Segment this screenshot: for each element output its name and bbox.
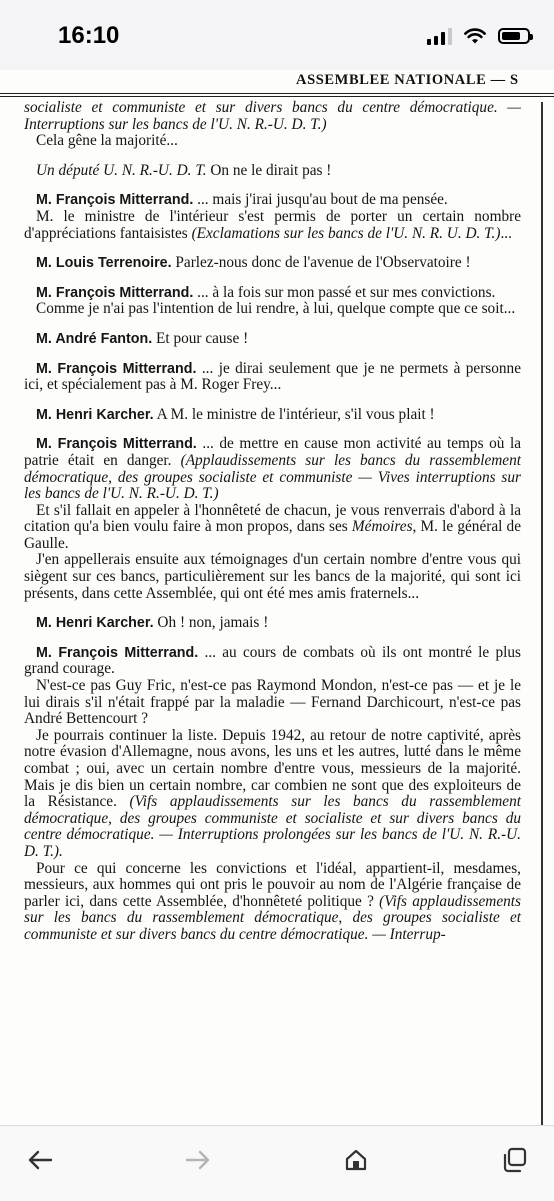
debate-paragraph <box>24 285 521 302</box>
speech-text: Oh ! non, jamais ! <box>153 614 269 632</box>
column-rule <box>541 102 543 1125</box>
italic-note: Mémoires <box>351 518 413 536</box>
battery-level <box>502 32 520 40</box>
speech-text: ... à la fois sur mon passé et sur mes convictions. <box>193 283 496 301</box>
back-arrow-icon <box>27 1149 53 1171</box>
debate-paragraph <box>24 615 521 632</box>
home-button[interactable] <box>336 1140 376 1180</box>
speaker-name: M. François Mitterrand. <box>36 284 194 301</box>
debate-paragraph <box>24 133 521 150</box>
running-head: ASSEMBLEE NATIONALE — S <box>296 72 519 88</box>
forward-button[interactable] <box>178 1140 218 1180</box>
speech-text: Je pourrais continuer la liste. Depuis 1942, au retour de notre captivité, après notre évasion d'Allemagne, nous avons, les uns et les autres, lutté dans le même combat ; oui, avec un certain nombre d'entre vous, messieurs de la majorité. Mais je dis bien un certain nombre, car combien ne sont que des exploiteurs de la Résistance. <box>24 726 521 811</box>
speaker-name: M. François Mitterrand. <box>36 192 194 209</box>
speaker-name: M. Henri Karcher. <box>36 615 154 632</box>
debate-paragraph <box>24 678 521 728</box>
italic-note: (Vifs applaudissements sur les bancs du rassemblement démocratique, des groupes socialiste et communiste et sur divers bancs du centre démocratique. — Interrup- <box>24 892 521 943</box>
debate-paragraph <box>24 407 521 424</box>
debate-paragraph <box>24 361 521 394</box>
italic-note: socialiste et communiste et sur divers bancs du centre démocratique. — Interruptions sur les bancs de l'U. N. R.-U. D. T.) <box>24 99 521 133</box>
debate-paragraph <box>24 728 521 861</box>
debate-paragraph <box>24 552 521 602</box>
battery-icon <box>498 28 530 44</box>
debate-text-column <box>24 100 521 944</box>
wifi-icon <box>464 28 486 45</box>
italic-note: (Exclamations sur les bancs de l'U. N. R. U. D. T.) <box>191 224 501 242</box>
speech-text: ... mais j'irai jusqu'au bout de ma pensée. <box>193 191 448 209</box>
back-button[interactable] <box>20 1140 60 1180</box>
speech-text: A M. le ministre de l'intérieur, s'il vous plait ! <box>153 405 435 423</box>
speech-text: Comme je n'ai pas l'intention de lui rendre, à lui, quelque compte que ce soit... <box>36 300 516 318</box>
speech-text: On ne le dirait pas ! <box>206 161 332 179</box>
speaker-name: M. François Mitterrand. <box>36 644 199 661</box>
italic-note: Un député U. N. R.-U. D. T. <box>36 161 207 179</box>
status-bar <box>0 0 554 70</box>
debate-paragraph <box>24 209 521 242</box>
speech-text: ... au cours de combats où ils ont montré le plus grand courage. <box>24 643 521 678</box>
speech-text: Pour ce qui concerne les convictions et l'idéal, appartient-il, mesdames, messieurs, aux hommes qui ont pris le pouvoir au nom de l'Algérie française de parler ici, dans cette Assemblée, d'honnêteté politique ? <box>24 859 521 910</box>
debate-paragraph <box>24 645 521 678</box>
status-icons <box>427 27 530 45</box>
header-rule <box>0 93 554 94</box>
speaker-name: M. André Fanton. <box>36 330 153 347</box>
speech-text: M. le ministre de l'intérieur s'est permis de porter un certain nombre d'appréciations fantaisistes <box>24 207 521 242</box>
debate-paragraph <box>24 100 521 133</box>
status-time: 16:10 <box>58 22 120 49</box>
speaker-name: M. Louis Terrenoire. <box>36 255 172 272</box>
debate-paragraph <box>24 503 521 553</box>
speech-text: , M. le général de Gaulle. <box>24 518 521 552</box>
italic-note: (Vifs applaudissements sur les bancs du rassemblement démocratique, des groupes communiste et socialiste et sur divers bancs du centre démocratique. — Interruptions prolongées sur les bancs de l'U. N. R.-U. D. T.). <box>24 793 521 860</box>
italic-note: (Applaudissements sur les bancs du rassemblement démocratique, des groupes socialiste et communiste — Vives interruptions sur les bancs de l'U. N. R.-U. D. T.) <box>24 451 521 503</box>
debate-paragraph <box>24 301 521 318</box>
debate-paragraph <box>24 861 521 944</box>
debate-paragraph <box>24 331 521 348</box>
speech-text: N'est-ce pas Guy Fric, n'est-ce pas Raymond Mondon, n'est-ce pas — et je le lui dirais s'il n'était frappé par la maladie — Fernand Darchicourt, n'est-ce pas André Bettencourt ? <box>24 677 521 728</box>
debate-paragraph <box>24 255 521 272</box>
forward-arrow-icon <box>185 1149 211 1171</box>
cellular-signal-icon <box>427 27 452 45</box>
debate-paragraph <box>24 192 521 209</box>
document-page[interactable] <box>0 70 554 1125</box>
speaker-name: M. François Mitterrand. <box>36 436 197 453</box>
home-icon <box>344 1148 368 1172</box>
speech-text: ... <box>500 224 512 242</box>
speech-text: J'en appellerais ensuite aux témoignages d'un certain nombre d'entre vous qui siègent sur ces bancs, particulièrement sur les bancs de la majorité, qui sont ici présents, dans cette Assemblée, qui ont été mes amis fraternels... <box>24 551 521 602</box>
speech-text: Cela gêne la majorité... <box>36 132 178 150</box>
browser-toolbar <box>0 1125 554 1201</box>
speech-text: ... je dirai seulement que je ne permets à personne ici, et spécialement pas à M. Roger Frey... <box>24 359 521 394</box>
debate-paragraph <box>24 163 521 180</box>
speech-text: Et pour cause ! <box>152 329 249 347</box>
speech-text: Et s'il fallait en appeler à l'honnêteté de chacun, je vous renverrais d'abord à la citation qu'a bien voulu faire à mon propos, dans ses <box>24 501 521 536</box>
speech-text: ... de mettre en cause mon activité au temps où la patrie était en danger. <box>24 435 522 469</box>
speaker-name: M. François Mitterrand. <box>36 360 197 377</box>
speech-text: Parlez-nous donc de l'avenue de l'Observatoire ! <box>171 254 471 272</box>
header-rule <box>0 96 554 97</box>
speaker-name: M. Henri Karcher. <box>36 406 154 423</box>
tabs-button[interactable] <box>494 1140 534 1180</box>
tabs-icon <box>501 1147 527 1173</box>
debate-paragraph <box>24 436 521 502</box>
